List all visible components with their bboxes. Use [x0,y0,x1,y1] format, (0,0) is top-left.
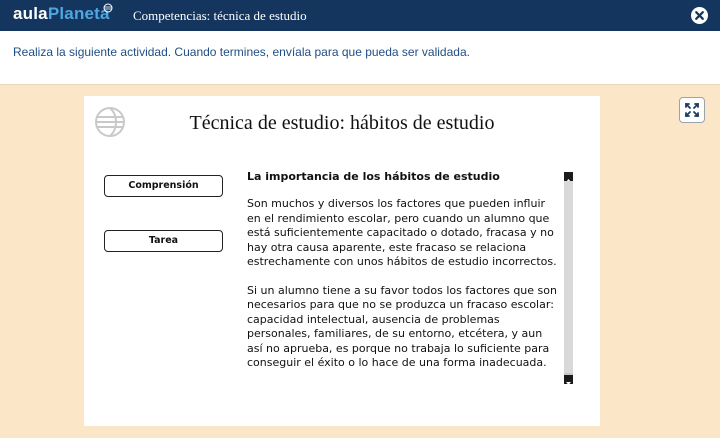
expand-icon [680,98,704,122]
instruction-text: Realiza la siguiente actividad. Cuando termines, envíala para que pueda ser validada. [13,45,470,59]
article-paragraph: Son muchos y diversos los factores que pueden influir en el rendimiento escolar, pero cuando un alumno que está suficientemente capacitado o dotado, fracasa y no hay otra causa aparente, este fracaso se relaciona estrechamente con unos hábitos de estudio incorrectos. [247,197,557,268]
article-paragraph: Si un alumno tiene a su favor todos los factores que son necesarios para que no se produzca un fracaso escolar: capacidad intelectual, ausencia de problemas personales, familiares, de su entorno, etcétera, y aun así no aprueba, es porque no trabaja lo suficiente para conseguir el éxito o lo hace de una forma inadecuada. [247,283,557,369]
tab-comprension-button[interactable]: Comprensión [104,175,223,197]
logo-text-planeta: Planeta [47,4,110,23]
scroll-up-button[interactable] [564,172,573,181]
activity-card [84,96,600,426]
top-bar [0,0,720,31]
article-scrollbar[interactable] [564,172,573,384]
close-icon [691,7,708,24]
scroll-down-button[interactable] [564,375,573,384]
tab-tarea-button[interactable]: Tarea [104,230,223,252]
article-text-area[interactable] [247,170,559,384]
scroll-thumb[interactable] [564,181,573,373]
article-heading: La importancia de los hábitos de estudio [247,170,500,183]
activity-title: Técnica de estudio: hábitos de estudio [189,112,495,134]
logo-globe-mark-icon [103,3,113,13]
logo-text-aula: aula [13,4,48,23]
fullscreen-button[interactable] [679,97,705,123]
aulaplaneta-logo [13,4,110,24]
window-title: Competencias: técnica de estudio [133,8,307,23]
arrow-down-icon [564,379,573,388]
close-button[interactable] [691,7,708,24]
instruction-band [0,31,720,85]
